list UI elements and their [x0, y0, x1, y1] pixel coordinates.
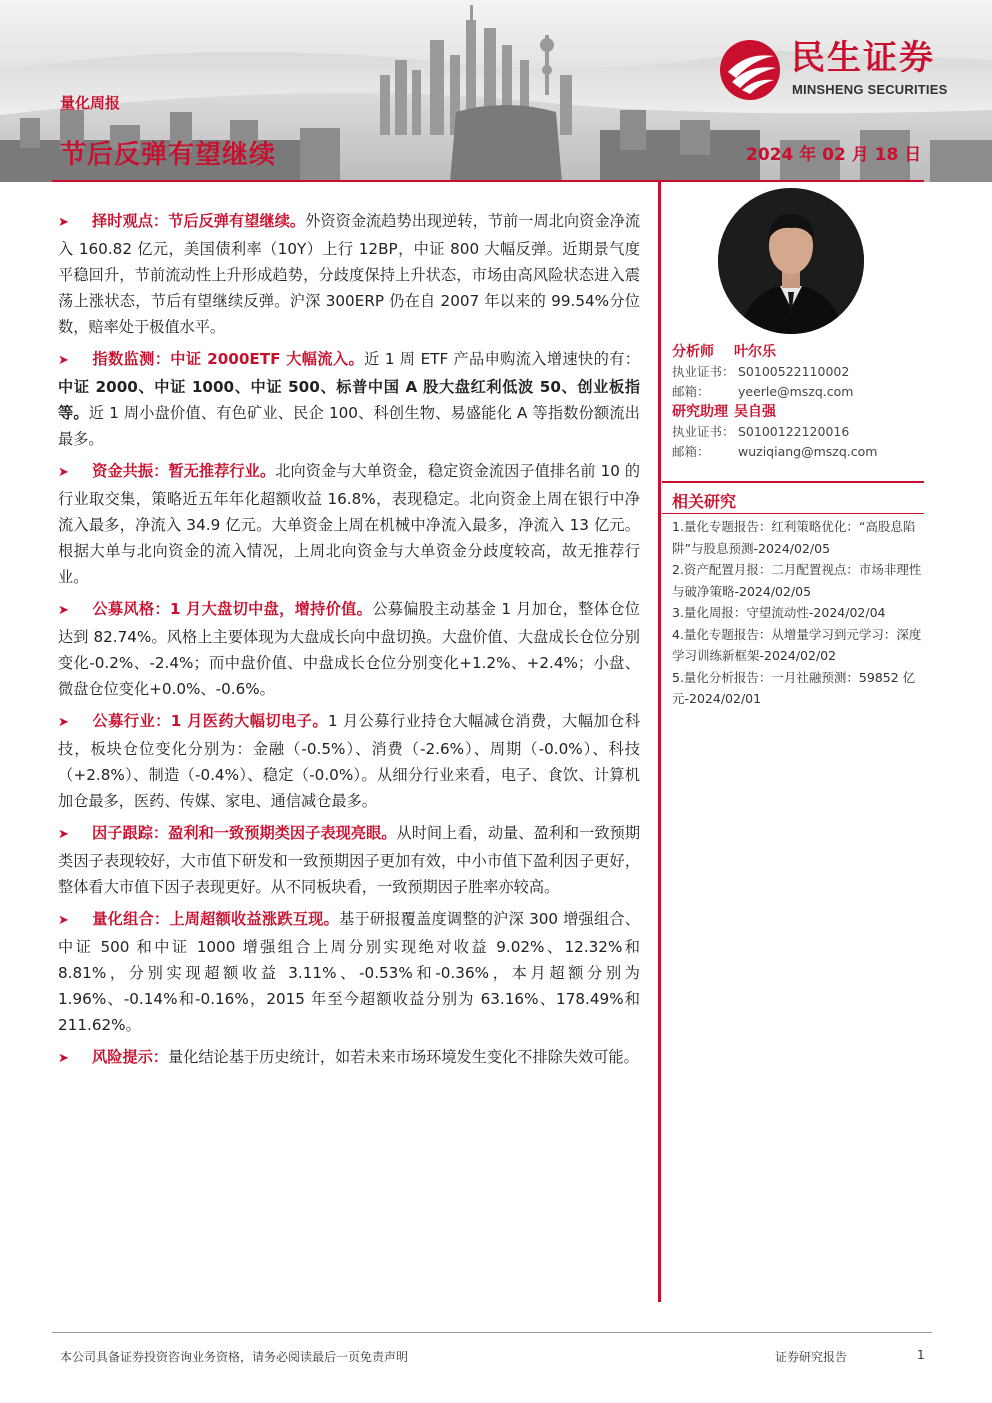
assistant-name: 吴自强 — [734, 404, 776, 420]
related-item[interactable]: 2.资产配置月报：二月配置视点：市场非理性与破净策略-2024/02/05 — [672, 562, 922, 599]
paragraph-text: 北向资金与大单资金，稳定资金流因子值排名前 10 的行业取交集，策略近五年年化超额收益 16.8%，表现稳定。北向资金上周在银行中净流入最多，净流入 34.9 亿元。大单资金上周在机械中净流入最多，净流入 13 亿元。根据大单与北向资金的流入情况，上周北向资金与大单资金分歧度较高，故无推荐行业。 — [58, 462, 641, 586]
arrow-icon: ➤ — [58, 1051, 69, 1066]
paragraph-text: 近 1 周 ETF 产品申购流入增速快的有： — [364, 350, 640, 368]
paragraph-lead: 因子跟踪：盈利和一致预期类因子表现亮眼。 — [92, 824, 397, 842]
page-number: 1 — [917, 1348, 925, 1362]
assistant-cert-row — [672, 422, 924, 442]
minsheng-logo-icon — [718, 38, 784, 102]
analyst-avatar — [718, 188, 864, 334]
paragraph-text: 从时间上看，动量、盈利和一致预期类因子表现较好，大市值下研发和一致预期因子更加有效，中小市值下盈利因子更好，整体看大市值下因子表现更好。从不同板块看，一致预期因子胜率亦较高。 — [58, 824, 641, 896]
arrow-icon: ➤ — [58, 215, 69, 230]
analyst-cert: S0100522110002 — [738, 364, 850, 379]
paragraph-lead: 公募风格：1 月大盘切中盘，增持价值。 — [92, 600, 373, 618]
paragraph-quant-portfolio — [58, 906, 640, 1038]
related-research-list — [672, 516, 924, 710]
paragraph-lead: 公募行业：1 月医药大幅切电子。 — [92, 712, 329, 730]
paragraph-lead: 资金共振：暂无推荐行业。 — [92, 462, 276, 480]
assistant-role: 研究助理 — [672, 404, 728, 420]
assistant-cert: S0100122120016 — [738, 424, 850, 439]
header-banner — [0, 0, 992, 182]
related-divider-bottom — [662, 513, 924, 514]
report-title: 节后反弹有望继续 — [60, 140, 277, 170]
related-item[interactable]: 5.量化分析报告：一月社融预测：59852 亿元-2024/02/01 — [672, 669, 916, 706]
header-divider — [52, 180, 924, 182]
paragraph-bold-text: 中证 2000、中证 1000、中证 500、标普中国 A 股大盘红利低波 50、创业板指等。 — [58, 378, 640, 422]
related-divider-top — [662, 481, 924, 483]
footer-disclaimer: 本公司具备证券投资咨询业务资格，请务必阅读最后一页免责声明 — [60, 1350, 409, 1364]
paragraph-lead: 风险提示： — [92, 1048, 168, 1066]
paragraph-index-monitor — [58, 346, 640, 452]
logo-text-cn: 民生证券 — [791, 38, 935, 78]
arrow-icon: ➤ — [58, 913, 69, 928]
assistant-email[interactable]: wuziqiang@mszq.com — [738, 444, 878, 459]
paragraph-text: 1 月公募行业持仓大幅减仓消费，大幅加仓科技，板块仓位变化分别为：金融（-0.5%）、消费（-2.6%）、周期（-0.0%）、科技（+2.8%）、制造（-0.4%）、稳定（-0.0%）。从细分行业来看，电子、食饮、计算机加仓最多，医药、传媒、家电、通信减仓最多。 — [58, 712, 641, 810]
analyst-name: 叶尔乐 — [734, 344, 776, 360]
column-divider — [658, 180, 661, 1302]
assistant-email-row — [672, 442, 924, 462]
analyst-photo-icon — [718, 188, 864, 334]
report-type: 量化周报 — [60, 94, 121, 112]
analyst-cert-row — [672, 362, 924, 382]
company-logo — [718, 38, 968, 102]
paragraph-text: 量化结论基于历史统计，如若未来市场环境发生变化不排除失效可能。 — [167, 1048, 639, 1066]
analyst-email-row — [672, 382, 924, 402]
paragraph-fund-style — [58, 596, 640, 702]
footer-divider — [52, 1332, 932, 1333]
arrow-icon: ➤ — [58, 465, 69, 480]
related-item[interactable]: 4.量化专题报告：从增量学习到元学习：深度学习训练新框架-2024/02/02 — [672, 626, 922, 663]
related-item[interactable]: 3.量化周报：守望流动性-2024/02/04 — [672, 605, 886, 620]
arrow-icon: ➤ — [58, 827, 69, 842]
paragraph-text: 外资资金流趋势出现逆转，节前一周北向资金净流入 160.82 亿元，美国债利率（10Y）上行 12BP，中证 800 大幅反弹。近期景气度平稳回升，节前流动性上升形成趋势，分歧度保持上升状态，市场由高风险状态进入震荡上涨状态，节后有望继续反弹。沪深 300ERP 仍在自 2007 年以来的 99.54%分位数，赔率处于极值水平。 — [58, 212, 641, 336]
arrow-icon: ➤ — [58, 715, 69, 730]
footer-category: 证券研究报告 — [775, 1350, 848, 1364]
paragraph-text: 公募偏股主动基金 1 月加仓，整体仓位达到 82.74%。风格上主要体现为大盘成长向中盘切换。大盘价值、大盘成长仓位分别变化-0.2%、-2.4%；而中盘价值、中盘成长仓位分别变化+1.2%、+2.4%；小盘、微盘仓位变化+0.0%、-0.6%。 — [58, 600, 640, 698]
arrow-icon: ➤ — [58, 353, 69, 368]
paragraph-lead: 量化组合：上周超额收益涨跌互现。 — [92, 910, 339, 928]
logo-text-en: MINSHENG SECURITIES — [792, 82, 948, 97]
paragraph-capital-resonance — [58, 458, 640, 590]
paragraph-lead: 择时观点：节后反弹有望继续。 — [92, 212, 306, 230]
related-title: 相关研究 — [672, 492, 737, 511]
paragraph-text: 基于研报覆盖度调整的沪深 300 增强组合、中证 500 和中证 1000 增强组合上周分别实现绝对收益 9.02%、12.32%和 8.81%，分别实现超额收益 3.11%、-0.53%和-0.36%，本月超额分别为 1.96%、-0.14%和-0.16%，2015 年至今超额收益分别为 63.16%、178.49%和 211.62%。 — [58, 910, 640, 1034]
related-item[interactable]: 1.量化专题报告：红利策略优化：“高股息陷阱”与股息预测-2024/02/05 — [672, 519, 916, 556]
cert-label: 执业证书： — [672, 424, 735, 439]
cert-label: 执业证书： — [672, 364, 735, 379]
paragraph-risk-warning — [58, 1044, 640, 1072]
paragraph-lead: 指数监测：中证 2000ETF 大幅流入。 — [92, 350, 365, 368]
paragraph-fund-industry — [58, 708, 640, 814]
summary-section — [58, 208, 640, 1078]
analyst-row — [672, 342, 924, 362]
analyst-role: 分析师 — [672, 344, 714, 360]
paragraph-timing — [58, 208, 640, 340]
report-date: 2024 年 02 月 18 日 — [746, 145, 922, 165]
assistant-row — [672, 402, 924, 422]
email-label: 邮箱： — [672, 384, 710, 399]
paragraph-factor-tracking — [58, 820, 640, 900]
paragraph-text-2: 近 1 周小盘价值、有色矿业、民企 100、科创生物、易盛能化 A 等指数份额流出最多。 — [58, 404, 640, 448]
arrow-icon: ➤ — [58, 603, 69, 618]
analyst-info — [672, 342, 924, 462]
analyst-email[interactable]: yeerle@mszq.com — [738, 384, 854, 399]
email-label: 邮箱： — [672, 444, 710, 459]
